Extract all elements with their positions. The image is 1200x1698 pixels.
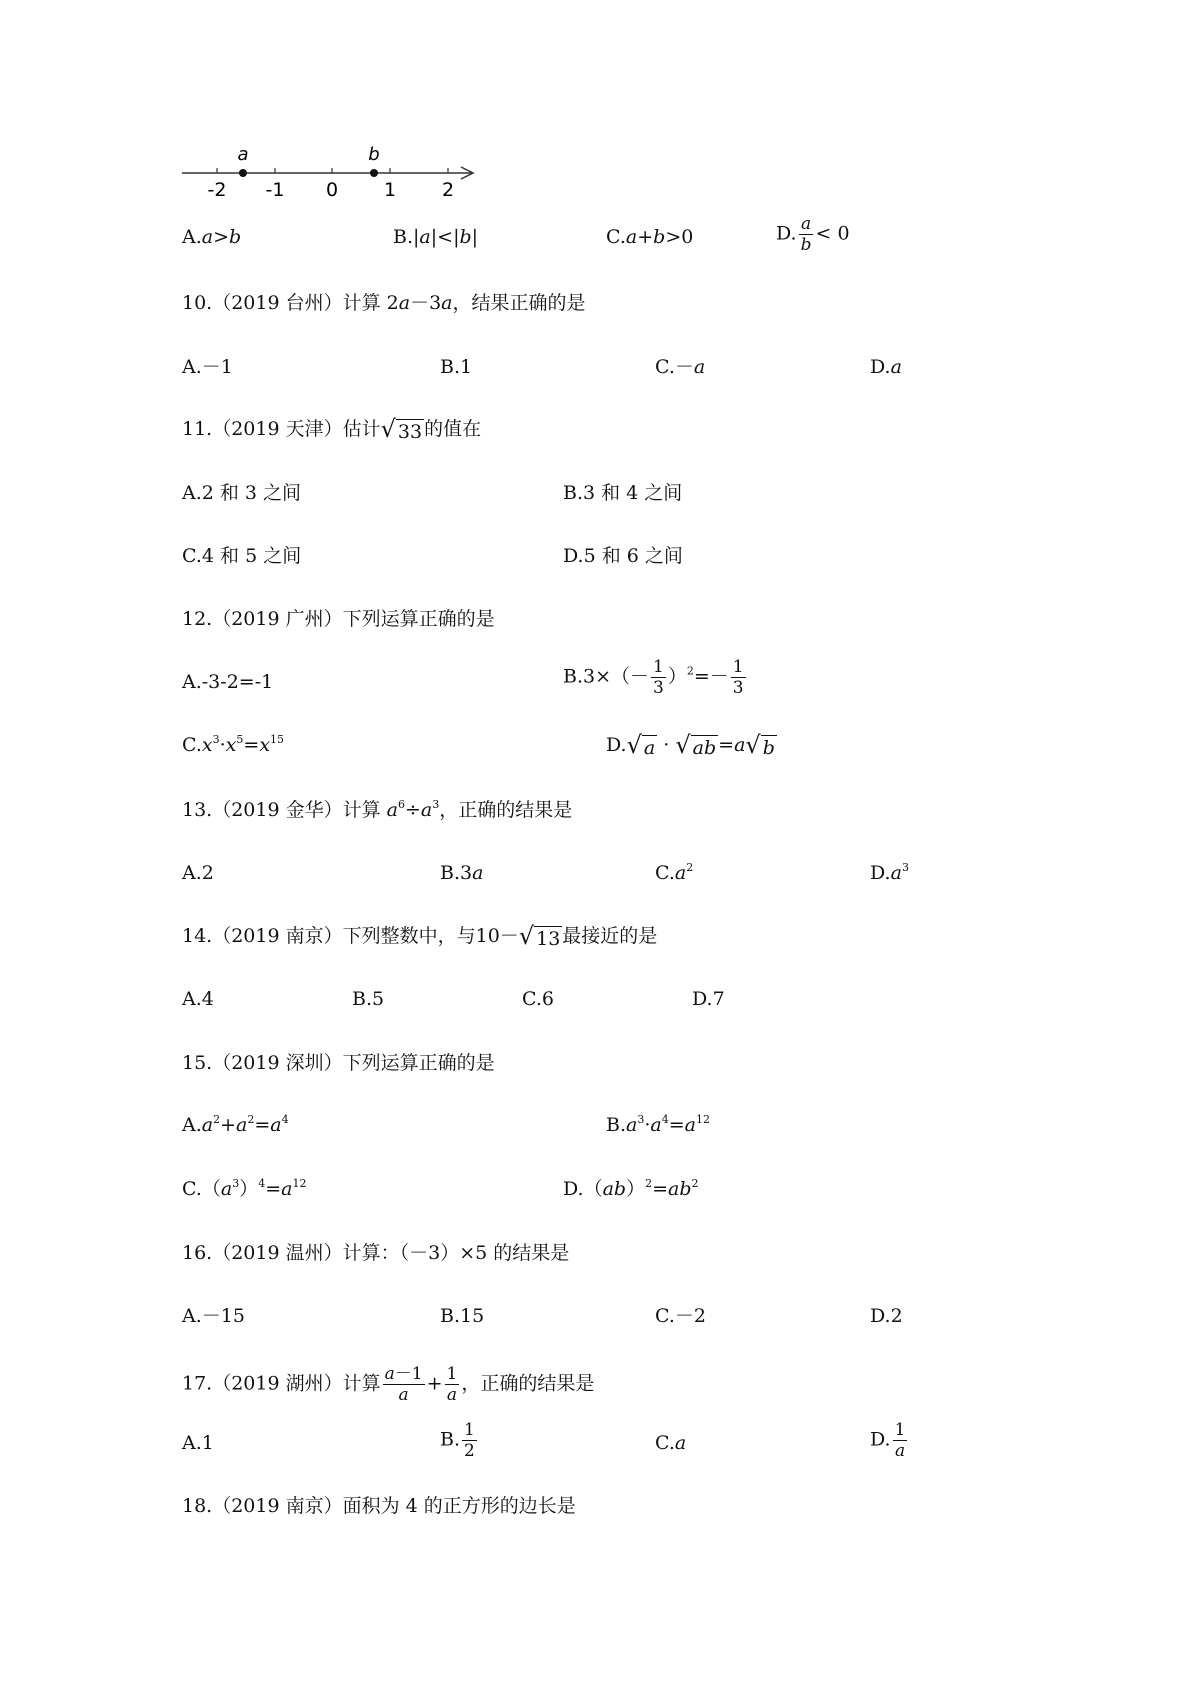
q11-option-d[interactable]: D.5 和 6 之间	[563, 545, 683, 567]
sqrt-33: √ 33	[380, 415, 423, 443]
q10-option-b[interactable]: B.1	[440, 356, 473, 378]
point-b-label: b	[368, 144, 380, 165]
q13-options	[0, 858, 1200, 898]
point-a-dot	[239, 169, 247, 177]
q9-options	[0, 214, 1200, 262]
q13-option-b[interactable]: B.3a	[440, 862, 484, 884]
q16-option-b[interactable]: B.15	[440, 1305, 485, 1327]
q15-options-row1	[0, 1110, 1200, 1150]
q11-option-b[interactable]: B.3 和 4 之间	[563, 482, 683, 504]
q12-options-row1	[0, 657, 1200, 707]
q14-stem: 14.（2019 南京）下列整数中，与10－ √ 13 最接近的是	[182, 922, 658, 950]
q14-option-a[interactable]: A.4	[182, 988, 214, 1010]
q16-option-a[interactable]: A.－15	[182, 1305, 245, 1327]
q17-option-b[interactable]: B. $\frac{1}{2}$	[440, 1420, 475, 1461]
q13-stem: 13.（2019 金华）计算 $a^6\div a^3$，正确的结果是	[182, 798, 573, 821]
q17-options	[0, 1420, 1200, 1468]
q15-options-row2	[0, 1174, 1200, 1214]
q10-option-c[interactable]: C.－a	[655, 356, 706, 378]
q17-option-c[interactable]: C.a	[655, 1432, 687, 1454]
q9-option-a[interactable]: A.a>b	[182, 226, 242, 248]
q12-stem: 12.（2019 广州）下列运算正确的是	[182, 608, 495, 630]
q9-option-d[interactable]: D. $\frac{a}{b}$ < 0	[776, 214, 850, 255]
q11-options-row2	[0, 541, 1200, 581]
point-b-dot	[370, 169, 378, 177]
q11-stem: 11.（2019 天津）估计 √ 33 的值在	[182, 415, 482, 443]
q15-stem: 15.（2019 深圳）下列运算正确的是	[182, 1052, 495, 1074]
q17-stem: 17.（2019 湖州）计算 $\frac{a-1}{a}$ + $\frac{1}{a}$ ，正确的结果是	[182, 1364, 595, 1405]
q14-option-b[interactable]: B.5	[352, 988, 385, 1010]
q10-option-d[interactable]: D.a	[870, 356, 902, 378]
q11-options-row1	[0, 478, 1200, 518]
q12-options-row2	[0, 730, 1200, 770]
q16-options	[0, 1301, 1200, 1341]
q11-option-a[interactable]: A.2 和 3 之间	[182, 482, 302, 504]
q13-option-a[interactable]: A.2	[182, 862, 214, 884]
q17-option-d[interactable]: D. $\frac{1}{a}$	[870, 1420, 906, 1461]
q13-option-c[interactable]: $C.a^2$	[655, 861, 694, 884]
q16-stem: 16.（2019 温州）计算：（－3）×5 的结果是	[182, 1242, 570, 1264]
q16-option-c[interactable]: C.－2	[655, 1305, 706, 1327]
q10-stem: 10.（2019 台州）计算 2a－3a，结果正确的是	[182, 292, 586, 314]
q9-option-b[interactable]: B.|a|<|b|	[393, 226, 479, 248]
tick-label-1: 1	[383, 179, 397, 201]
q9-option-c[interactable]: C.a+b>0	[606, 226, 694, 248]
q12-option-a[interactable]: A.-3-2=-1	[182, 671, 274, 693]
tick-label-neg1: -1	[265, 179, 285, 201]
q18-stem: 18.（2019 南京）面积为 4 的正方形的边长是	[182, 1495, 576, 1517]
tick-label-0: 0	[325, 179, 339, 201]
number-line-figure	[180, 140, 490, 204]
q15-option-a[interactable]: $A.a^2+a^2=a^4$	[182, 1113, 289, 1136]
q14-options	[0, 984, 1200, 1024]
q16-option-d[interactable]: D.2	[870, 1305, 903, 1327]
q15-option-b[interactable]: $B.a^3\cdot a^4=a^{12}$	[606, 1113, 710, 1136]
fraction-a-over-b: $\frac{a}{b}$	[800, 214, 812, 255]
q12-option-d[interactable]: D. √ a · √ ab =a √ b	[606, 731, 775, 759]
q12-option-b[interactable]: B.3×（－ $\frac{1}{3}$ ）$^2$=－ $\frac{1}{3}$	[563, 657, 744, 698]
q10-options	[0, 352, 1200, 392]
fraction-a-minus-1-over-a: $\frac{a-1}{a}$	[384, 1364, 423, 1405]
q10-option-a[interactable]: A.－1	[182, 356, 233, 378]
q14-option-c[interactable]: C.6	[522, 988, 554, 1010]
fraction-1-over-a: $\frac{1}{a}$	[446, 1364, 458, 1405]
q17-option-a[interactable]: A.1	[182, 1432, 214, 1454]
q11-option-c[interactable]: C.4 和 5 之间	[182, 545, 302, 567]
tick-label-2: 2	[441, 179, 455, 201]
q15-option-d[interactable]: $D.(ab)^2=ab^2$	[563, 1177, 699, 1200]
sqrt-13: √ 13	[518, 922, 561, 950]
q15-option-c[interactable]: $C.(a^3)^4=a^{12}$	[182, 1177, 307, 1200]
q14-option-d[interactable]: D.7	[692, 988, 725, 1010]
q12-option-c[interactable]: $C.x^3\cdot x^5=x^{15}$	[182, 733, 285, 756]
point-a-label: a	[237, 144, 249, 165]
q13-option-d[interactable]: $D.a^3$	[870, 861, 909, 884]
tick-label-neg2: -2	[207, 179, 227, 201]
